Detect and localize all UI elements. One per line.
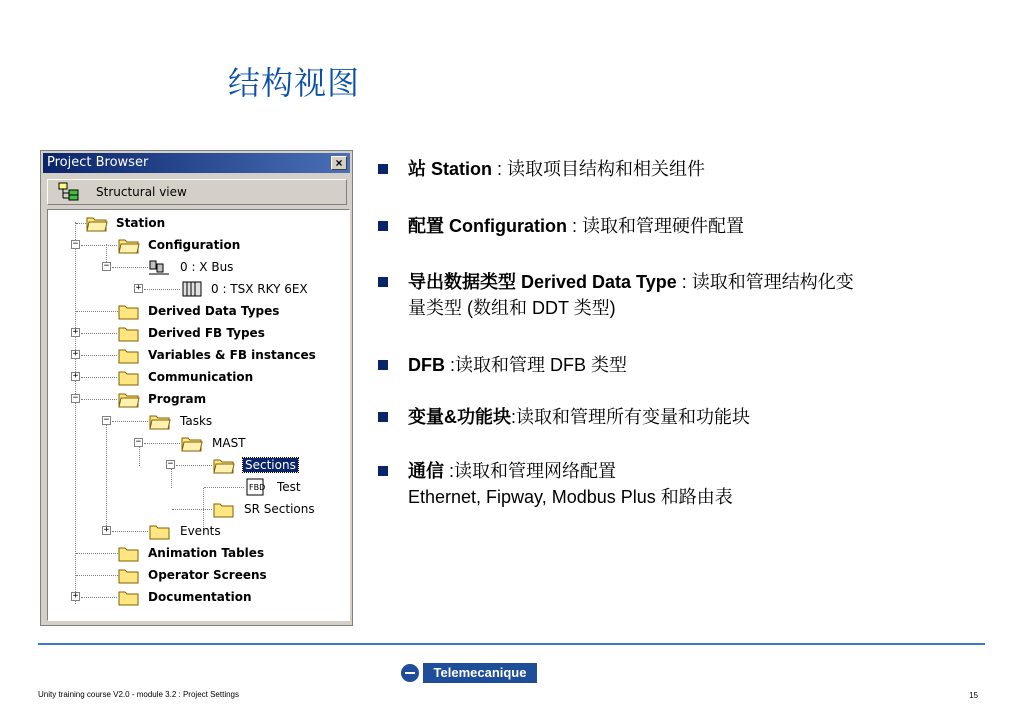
expand-icon[interactable]: + — [103, 525, 110, 535]
tree-item-label: Sections — [245, 458, 296, 472]
tree-item-label: Variables & FB instances — [148, 348, 316, 362]
tree-item-label: Operator Screens — [148, 568, 267, 582]
bullet-term: DFB — [408, 355, 445, 375]
tree-item-sections[interactable] — [48, 454, 348, 476]
folder-open-icon — [149, 412, 171, 430]
bullet-desc-cont: 量类型 (数组和 DDT 类型) — [408, 298, 616, 318]
tree-item-station[interactable] — [48, 212, 348, 234]
folder-open-icon — [118, 236, 140, 254]
expand-icon[interactable]: + — [72, 371, 79, 381]
folder-open-icon — [86, 214, 108, 232]
fbd-section-icon — [245, 478, 267, 496]
telemecanique-logo — [401, 662, 537, 684]
bullet-term: 站 Station — [408, 159, 492, 179]
view-selector[interactable] — [47, 179, 347, 205]
tree-item-variables[interactable] — [48, 344, 348, 366]
tree-item-xbus[interactable] — [48, 256, 348, 278]
expand-icon[interactable]: + — [135, 283, 142, 293]
tree-item-program[interactable] — [48, 388, 348, 410]
slide-title: 结构视图 — [228, 64, 361, 102]
folder-icon — [118, 324, 140, 342]
tree-item-label: Communication — [148, 370, 254, 384]
bullet-desc: : 读取和管理结构化变 — [676, 272, 854, 292]
folder-icon — [118, 346, 140, 364]
tree-item-sr-sections[interactable] — [48, 498, 348, 520]
bullet-square-icon — [378, 277, 388, 287]
bullet-desc: :读取和管理网络配置 — [444, 461, 617, 481]
window-title: Project Browser — [47, 155, 149, 170]
tree-item-test[interactable] — [48, 476, 348, 498]
collapse-icon[interactable]: − — [72, 393, 79, 403]
tree-item-label: 0 : X Bus — [180, 260, 234, 274]
project-browser-titlebar[interactable] — [43, 153, 350, 173]
bullet-square-icon — [378, 412, 388, 422]
folder-open-icon — [181, 434, 203, 452]
tree-item-label: Animation Tables — [148, 546, 265, 560]
tree-item-label: Tasks — [180, 414, 213, 428]
expand-icon[interactable]: + — [72, 327, 79, 337]
tree-item-mast[interactable] — [48, 432, 348, 454]
folder-icon — [118, 544, 140, 562]
tree-item-label: 0 : TSX RKY 6EX — [211, 282, 308, 296]
bullet-desc: :读取和管理所有变量和功能块 — [511, 407, 750, 427]
tree-item-label: Derived Data Types — [148, 304, 280, 318]
svg-text:FBD: FBD — [249, 483, 266, 492]
tree-item-label: Station — [116, 216, 166, 230]
close-icon[interactable]: × — [331, 156, 347, 170]
bullet-desc: : 读取和管理硬件配置 — [566, 216, 744, 236]
collapse-icon[interactable]: − — [103, 415, 110, 425]
bullet-square-icon — [378, 466, 388, 476]
bullet-square-icon — [378, 360, 388, 370]
tree-item-label: SR Sections — [244, 502, 315, 516]
folder-icon — [118, 302, 140, 320]
bullet-desc: : 读取项目结构和相关组件 — [492, 159, 706, 179]
folder-icon — [118, 368, 140, 386]
tree-item-label: Test — [277, 480, 301, 494]
bullet-desc: :读取和管理 DFB 类型 — [445, 355, 628, 375]
collapse-icon[interactable]: − — [72, 239, 79, 249]
structural-view-icon — [58, 182, 80, 202]
project-tree[interactable] — [47, 209, 350, 621]
tree-item-label: Events — [180, 524, 221, 538]
collapse-icon[interactable]: − — [167, 459, 174, 469]
collapse-icon[interactable]: − — [103, 261, 110, 271]
tree-item-derived-fb-types[interactable] — [48, 322, 348, 344]
tree-item-events[interactable] — [48, 520, 348, 542]
tree-item-label: Derived FB Types — [148, 326, 265, 340]
folder-icon — [149, 522, 171, 540]
footer-divider — [38, 643, 985, 645]
tree-item-operator-screens[interactable] — [48, 564, 348, 586]
view-label: Structural view — [96, 185, 187, 199]
tree-item-communication[interactable] — [48, 366, 348, 388]
tree-item-configuration[interactable] — [48, 234, 348, 256]
expand-icon[interactable]: + — [72, 349, 79, 359]
bus-icon — [148, 258, 170, 276]
project-browser-window[interactable] — [40, 150, 353, 626]
collapse-icon[interactable]: − — [135, 437, 142, 447]
tree-item-label: Configuration — [148, 238, 241, 252]
folder-icon — [118, 566, 140, 584]
bullet-term: 导出数据类型 Derived Data Type — [408, 272, 677, 292]
bullet-term: 配置 Configuration — [408, 216, 567, 236]
rack-icon — [181, 280, 203, 298]
bullet-square-icon — [378, 164, 388, 174]
bullet-term: 通信 — [408, 461, 444, 481]
logo-text: Telemecanique — [423, 663, 537, 683]
tree-item-label: MAST — [212, 436, 246, 450]
tree-item-derived-data-types[interactable] — [48, 300, 348, 322]
folder-open-icon — [213, 456, 235, 474]
expand-icon[interactable]: + — [72, 591, 79, 601]
tree-item-animation-tables[interactable] — [48, 542, 348, 564]
bullet-desc-cont: Ethernet, Fipway, Modbus Plus 和路由表 — [408, 487, 733, 507]
folder-icon — [213, 500, 235, 518]
folder-open-icon — [118, 390, 140, 408]
bullet-term: 变量&功能块 — [408, 407, 511, 427]
tree-item-label: Documentation — [148, 590, 252, 604]
logo-mark-icon — [401, 664, 419, 682]
folder-icon — [118, 588, 140, 606]
bullet-square-icon — [378, 221, 388, 231]
tree-item-documentation[interactable] — [48, 586, 348, 608]
tree-item-tasks[interactable] — [48, 410, 348, 432]
page-number: 15 — [969, 691, 978, 700]
footer-course: Unity training course V2.0 - module 3.2 : Project Settings — [38, 690, 239, 699]
tree-item-label: Program — [148, 392, 207, 406]
tree-item-rack[interactable] — [48, 278, 348, 300]
